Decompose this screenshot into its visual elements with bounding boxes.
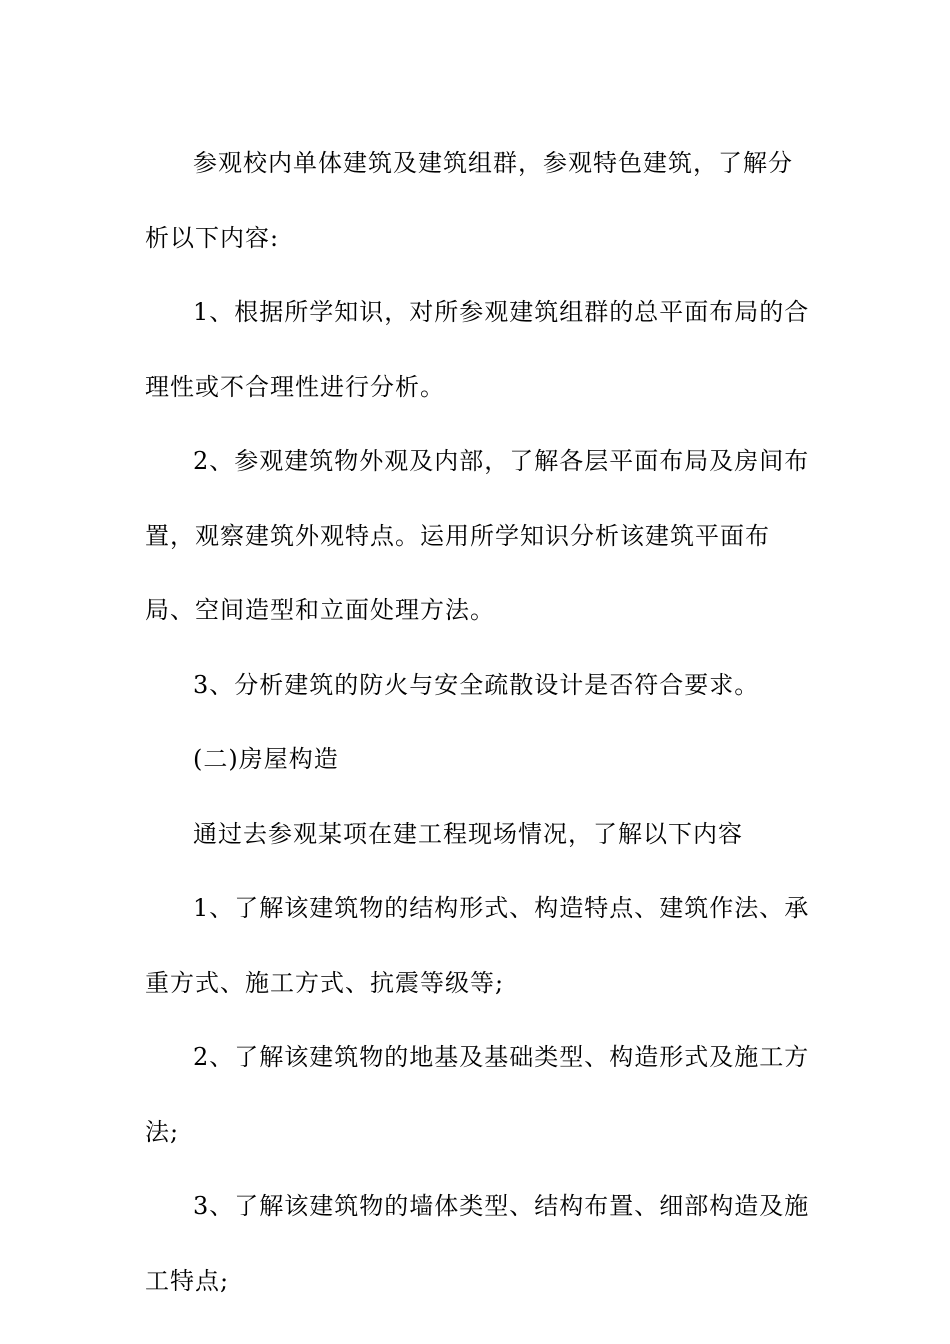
paragraph-section-item-1: 1、了解该建筑物的结构形式、构造特点、建筑作法、承重方式、施工方式、抗震等级等; (145, 894, 810, 997)
section-heading: (二)房屋构造 (193, 745, 339, 773)
paragraph-intro: 参观校内单体建筑及建筑组群，参观特色建筑，了解分析以下内容: (145, 149, 793, 252)
paragraph-item-3: 3、分析建筑的防火与安全疏散设计是否符合要求。 (193, 670, 760, 699)
document-body (145, 126, 810, 1318)
paragraph-item-2: 2、参观建筑物外观及内部，了解各层平面布局及房间布置，观察建筑外观特点。运用所学知识分析该建筑平面布局、空间造型和立面处理方法。 (145, 447, 810, 624)
paragraph-section-item-2: 2、了解该建筑物的地基及基础类型、构造形式及施工方法; (145, 1043, 810, 1146)
paragraph-section-intro: 通过去参观某项在建工程现场情况，了解以下内容 (193, 819, 743, 848)
paragraph-item-1: 1、根据所学知识，对所参观建筑组群的总平面布局的合理性或不合理性进行分析。 (145, 298, 810, 401)
paragraph-section-item-3: 3、了解该建筑物的墙体类型、结构布置、细部构造及施工特点; (145, 1192, 810, 1295)
